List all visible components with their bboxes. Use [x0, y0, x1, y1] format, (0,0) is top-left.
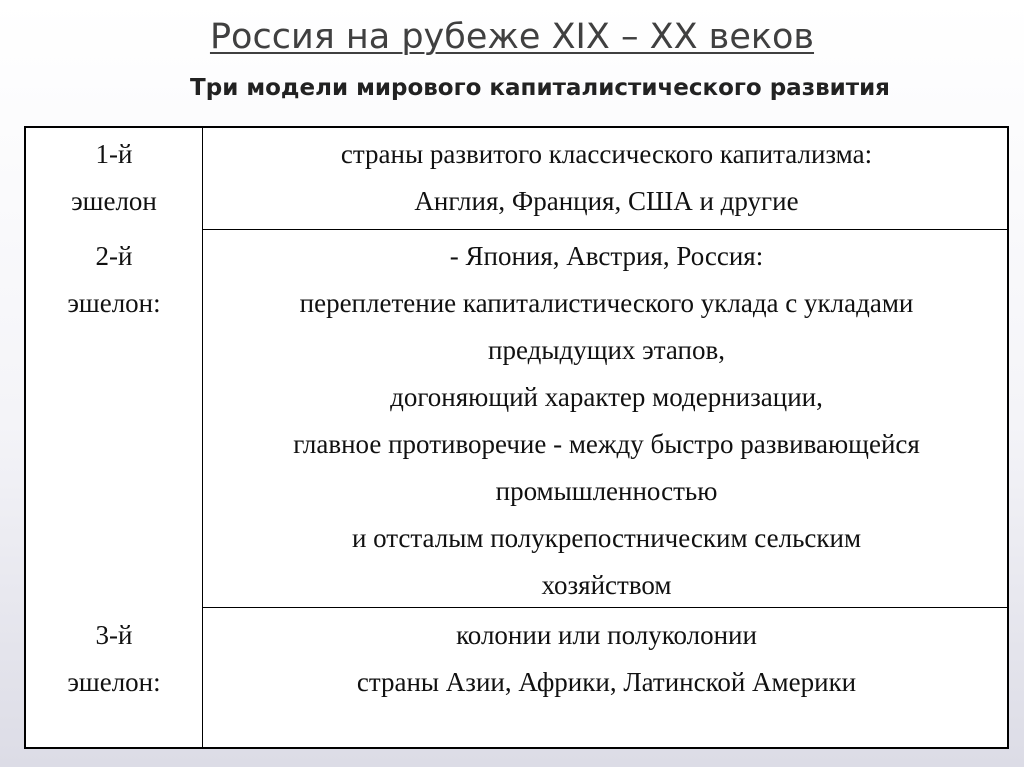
description-line: предыдущих этапов,	[488, 335, 725, 365]
description-line: Англия, Франция, США и другие	[414, 186, 799, 216]
slide-title: Россия на рубеже XIX – XX веков	[209, 17, 815, 57]
description-line: и отсталым полукрепостническим сельским	[351, 523, 862, 553]
description-line: догоняющий характер модернизации,	[390, 382, 823, 412]
description-line: главное противоречие - между быстро развивающейся	[293, 429, 920, 459]
echelon-word: эшелон	[71, 186, 157, 216]
echelon-label-2	[26, 233, 202, 327]
column-divider	[202, 128, 203, 747]
echelon-word: эшелон:	[67, 667, 161, 697]
echelon-number: 2-й	[95, 241, 133, 271]
echelon-label-1	[26, 131, 202, 225]
echelons-table	[24, 126, 1009, 749]
echelon-number: 3-й	[95, 620, 133, 650]
row-divider	[202, 229, 1007, 230]
slide-subtitle: Три модели мирового капиталистического развития	[190, 75, 890, 101]
echelon-description-3	[204, 612, 1009, 706]
description-line: хозяйством	[541, 570, 672, 600]
echelon-description-2	[204, 233, 1009, 609]
echelon-label-3	[26, 612, 202, 706]
description-line: промышленностью	[495, 476, 718, 506]
description-line: переплетение капиталистического уклада с укладами	[299, 288, 914, 318]
echelon-description-1	[204, 131, 1009, 225]
description-line: колонии или полуколонии	[456, 620, 757, 650]
echelon-number: 1-й	[95, 139, 133, 169]
description-line: страны Азии, Африки, Латинской Америки	[356, 667, 857, 697]
description-line: - Япония, Австрия, Россия:	[449, 241, 764, 271]
description-line: страны развитого классического капитализма:	[340, 139, 873, 169]
echelon-word: эшелон:	[67, 288, 161, 318]
